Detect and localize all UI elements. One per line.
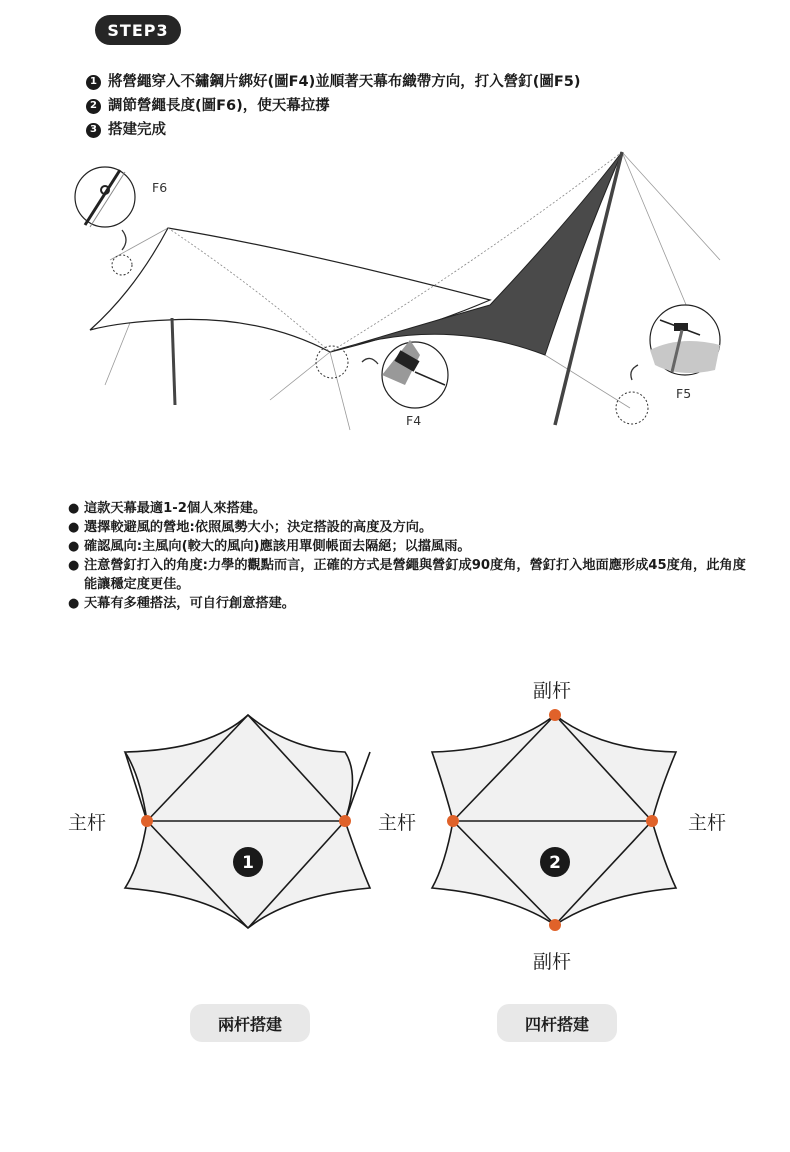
pole-left xyxy=(172,318,175,405)
main-pole-label: 主杆 xyxy=(378,812,417,834)
tip-item: ● 注意營釘打入的角度:力學的觀點而言，正確的方式是營繩與營釘成90度角，營釘打入地面應形成45度角，此角度能讓穩定度更佳。 xyxy=(68,556,748,594)
main-pole-label: 主杆 xyxy=(68,812,107,834)
tips-list xyxy=(68,499,748,613)
inset-f4 xyxy=(382,340,448,428)
instruction-item xyxy=(86,94,581,118)
instruction-list xyxy=(86,70,581,142)
step-number: 1 xyxy=(86,75,101,90)
tip-item: ● 選擇較避風的營地:依照風勢大小；決定搭設的高度及方向。 xyxy=(68,518,748,537)
callout-ring-f6 xyxy=(112,255,132,275)
step-number: 2 xyxy=(86,99,101,114)
sub-pole-marker xyxy=(549,919,561,931)
diagram-number: 2 xyxy=(549,853,561,873)
sub-pole-marker xyxy=(549,709,561,721)
two-pole-diagram xyxy=(68,715,416,928)
instruction-text: 調節營繩長度(圖F6)，使天幕拉撐 xyxy=(108,98,330,114)
instruction-item xyxy=(86,70,581,94)
pitch-layout-diagrams xyxy=(0,660,790,980)
diagram-number: 1 xyxy=(242,853,254,873)
callout-ring-f5 xyxy=(616,392,648,424)
main-pole-marker xyxy=(447,815,459,827)
inset-f6 xyxy=(75,167,167,227)
main-pole-marker xyxy=(141,815,153,827)
four-pole-diagram xyxy=(432,680,726,973)
tip-item: ● 這款天幕最適1-2個人來搭建。 xyxy=(68,499,748,518)
instruction-text: 搭建完成 xyxy=(108,122,166,138)
two-pole-caption: 兩杆搭建 xyxy=(190,1004,310,1042)
instruction-item xyxy=(86,118,581,142)
tarp-setup-illustration xyxy=(60,140,740,440)
callout-label-f5: F5 xyxy=(676,386,692,401)
instruction-text: 將營繩穿入不鏽鋼片綁好(圖F4)並順著天幕布織帶方向，打入營釘(圖F5) xyxy=(108,74,581,90)
main-pole-marker xyxy=(646,815,658,827)
step-number: 3 xyxy=(86,123,101,138)
callout-label-f4: F4 xyxy=(406,413,422,428)
main-pole-marker xyxy=(339,815,351,827)
step-badge: STEP3 xyxy=(95,15,181,45)
sub-pole-label: 副杆 xyxy=(533,680,572,702)
callout-label-f6: F6 xyxy=(152,180,168,195)
tip-item: ● 天幕有多種搭法，可自行創意搭建。 xyxy=(68,594,748,613)
four-pole-caption: 四杆搭建 xyxy=(497,1004,617,1042)
tip-item: ● 確認風向:主風向(較大的風向)應該用單側帳面去隔絕；以擋風雨。 xyxy=(68,537,748,556)
inset-f5 xyxy=(650,305,720,401)
main-pole-label: 主杆 xyxy=(688,812,727,834)
sub-pole-label: 副杆 xyxy=(533,951,572,973)
